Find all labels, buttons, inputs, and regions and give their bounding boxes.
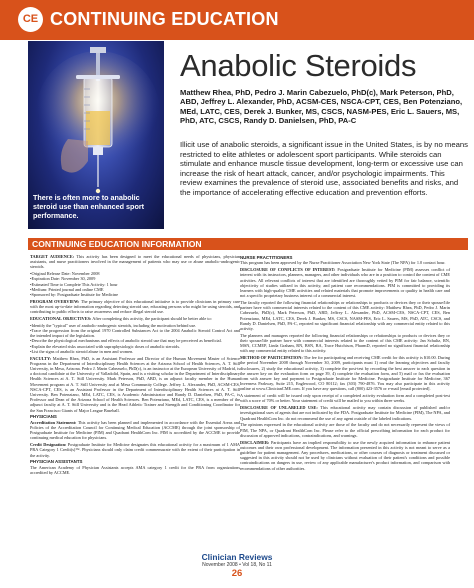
- activity-details-list: [30, 271, 240, 297]
- footer-publication: Clinician Reviews: [201, 552, 273, 562]
- conflicts-disclosure-text: Postgraduate Institute for Medicine (PIM) assesses conflict of interest with its instructors, planners, managers, and other individuals who are in a position to control the content of CME activities. All relevant conflicts of interest that are identified are thoroughly vetted by PIM for fair balance, scientific objectivity of studies utilized in this activity, and patient care recommendations. PIM is committed to providing its learners with high-quality CME activities and related materials that promote improvements or quality in health care and not a specific proprietary business interest of a commercial interest.: [240, 267, 450, 299]
- header-band: [0, 0, 474, 40]
- list-item: • Medium: Printed journal and online CME: [30, 287, 240, 292]
- target-audience-label: TARGET AUDIENCE:: [30, 254, 75, 259]
- unlabeled-use-text: This educational activity may contain discussion of published and/or investigational uses of agents that are not indicated by the FDA. Postgraduate Institute for Medicine (PIM), The NPA, and Quadrant HealthCom Inc. do not recommend the use of any agent outside of the labeled indications.: [240, 405, 450, 421]
- disclaimer: [240, 440, 450, 471]
- hero-caption: There is often more to anabolic steroid use than enhanced sport performance.: [33, 193, 145, 220]
- nurse-practitioners-text: This program has been approved by the Nurse Practitioner Association New York State (The NPA) for 1.0 contact hour.: [240, 260, 446, 266]
- ce-badge-icon: CE: [18, 7, 43, 32]
- conflicts-disclosure: [240, 267, 450, 298]
- unlabeled-use-label: DISCLOSURE OF UNLABELED USE:: [240, 405, 318, 411]
- program-overview-label: PROGRAM OVERVIEW:: [30, 298, 80, 304]
- planners-disclosure: The planners and managers reported the following financial relationships or relationships to products or devices they or their spouse/life partner have with commercial interests related to the content of this CME activity: Jan Schultz, RN, MSN, CCMEP, Linda Graham, RN, BSN, BA, Trace Hutchison, PharmD, reported no significant financial relationship with any commercial entity related to this activity.: [240, 332, 450, 354]
- nurse-practitioners-heading: NURSE PRACTITIONERS: [240, 255, 293, 260]
- educational-objectives-text: After completing this activity, the participant should be better able to:: [92, 316, 212, 322]
- credit-label: Credit Designation:: [30, 442, 67, 448]
- credit-text: Postgraduate Institute for Medicine designates this educational activity for a maximum of 1 AMA PRA Category 1 Credit(s)™. Physicians should only claim credit commensurate with the extent of their participation in the activity.: [30, 442, 240, 458]
- footer-issue: November 2008 • Vol 18, No 11: [202, 562, 272, 568]
- opinions-statement: The opinions expressed in the educational activity are those of the faculty and do not necessarily represent the views of PIM, The NPA, or Quadrant HealthCom Inc. Please refer to the official prescribing information for each product for discussion of approved indications, contraindications, and warnings.: [240, 422, 450, 438]
- list-item: • Original Release Date: November 2008: [30, 271, 240, 276]
- physician-assistants-text: The American Academy of Physician Assistants accepts AMA category 1 credit for the PRA from organizations accredited by ACCME.: [30, 464, 240, 475]
- list-item: • Trace the progression from the original 1970 Controlled Substances Act to the 2004 Anabolic Steroid Control Act and the intended impact of the legislation.: [30, 328, 240, 338]
- faculty-label: FACULTY:: [30, 355, 52, 361]
- section-band: [28, 238, 468, 250]
- accreditation-label: Accreditation Statement:: [30, 419, 77, 425]
- educational-objectives: [30, 316, 240, 321]
- unlabeled-use: [240, 405, 450, 421]
- program-overview: [30, 299, 240, 315]
- faculty-disclosure: The faculty reported the following financial relationships or relationships to products or devices they or their spouse/life partner have with commercial interests related to the content of this CME activity: Matthew Rhea, PhD, Pedro J. Marin Cabezuelo, PhD(c), Mark Peterson, PhD, ABD, Jeffrey L. Alexander, PhD, ACSM-CES, NSCA-CPT, CES, Ben Potenziano, MEd, LATC, CES, Derek J. Bunker, MS, CSCS, NASM-PES, Eric L. Sauers, MS, PhD, ATC, CSCS, and Randy D. Danielsen, PhD, PA-C, reported no significant financial relationship with any commercial entity related to this activity.: [240, 299, 450, 331]
- footer-page-number: 26: [231, 568, 243, 579]
- disclaimer-text: Participants have an implied responsibility to use the newly acquired information to enhance patient outcomes and their own professional development. The information presented in this activity is not meant to serve as a guideline for patient management. Any procedures, medications, or other courses of diagnosis or treatment discussed or suggested in this activity should not be used by clinicians without evaluation of their patient's conditions and possible contraindications on dangers in use, review of any applicable manufacturer's product information, and comparison with recommendations of other authorities.: [240, 439, 450, 471]
- method-label: METHOD OF PARTICIPATION:: [240, 355, 303, 361]
- target-audience-text: This activity has been designed to meet the educational needs of physicians, physician assistants, and nurse practitioners involved in the management of patients who may use or abuse anabolic-androgenic steroids.: [30, 254, 241, 270]
- list-item: • List the signs of anabolic steroid abuse in men and women.: [30, 349, 240, 354]
- target-audience: [30, 254, 240, 270]
- accreditation-text: This activity has been planned and implemented in accordance with the Essential Areas and Policies of the Accreditation Council for Continuing Medical Education (ACCME) through the joint sponsorship of Postgraduate Institute for Medicine (PIM) and Quadrant HealthCom Inc. PIM is accredited by the ACCME to provide continuing medical education for physicians.: [30, 419, 240, 441]
- accreditation-statement: [30, 420, 240, 441]
- list-item: • Estimated Time to Complete This Activity: 1 hour: [30, 282, 240, 287]
- list-item: • Identify the "typical" user of anabolic-androgenic steroids, including the motivation behind use.: [30, 323, 240, 328]
- article-intro: Illicit use of anabolic steroids, a significant issue in the United States, is by no means restricted to elite athletes or adolescent sport participants. While steroids can stimulate and enhance muscle tissue development, long-term or excessive use can increase the risk of heart attack, cancer, and/or psychologic impairments. This review examines the prevalence of steroid use, associated benefits and risks, and the importance of accelerating effective education and prevention efforts.: [180, 140, 469, 197]
- educational-objectives-label: EDUCATIONAL OBJECTIVES:: [30, 316, 92, 322]
- program-overview-text: The primary objective of this educational initiative is to provide clinicians in primary care with the most up-to-date information regarding detecting steroid use, educating persons who might be using steroids, and contributing to public efforts to raise awareness and reduce illegal steroid use.: [30, 298, 240, 315]
- right-column: [240, 254, 450, 472]
- list-item: • Sponsored by: Postgraduate Institute for Medicine: [30, 292, 240, 297]
- article-authors: Matthew Rhea, PhD, Pedro J. Marin Cabezuelo, PhD(c), Mark Peterson, PhD, ABD, Jeffrey L. Alexander, PhD, ACSM-CES, NSCA-CPT, CES, Ben Potenziano, MEd, LATC, CES, Derek J. Bunker, MS, CSCS, NASM-PES, Eric L. Sauers, MS, PhD, ATC, CSCS, Randy D. Danielsen, PhD, PA-C: [180, 88, 463, 126]
- conflicts-disclosure-label: DISCLOSURE OF CONFLICTS OF INTEREST:: [240, 267, 336, 273]
- faculty-text: Matthew Rhea, PhD, is an Assistant Professor and Director of the Human Movement Master of Science Programs in the Department of Interdisciplinary Health Sciences at the Arizona School of Health Sciences, A. T. Still University, in Mesa, Arizona. Pedro J. Marin Cabezuelo, PhD(c), is an instructor at the European University of Madrid, is a doctoral candidate at the University of Valladolid, Spain, and is a visiting scholar in the Department of Interdisciplinary Health Sciences at A. T. Still University. Mark Peterson, PhD, ABD, is an adjunct faculty member in the Human Movement program at A. T. Still University and at Mesa Community College. Jeffrey L. Alexander, PhD, ACSM-CES, NSCA-CPT, CES, is an Assistant Professor in the Department of Interdisciplinary Health Sciences at A. T. Still University. Ben Potenziano, MEd, LATC, CES, is Academic Administrator and Randy D. Danielsen, PhD, PA-C, is Professor and Dean of the Arizona School of Health Sciences. Ben Potenziano, MEd, LATC, CES, is a member of the adjunct faculty at A. T. Still University and is the Head Athletic Trainer and Strength and Conditioning Coordinator for the San Francisco Giants of Major League Baseball.: [30, 355, 240, 413]
- list-item: • Describe the physiological mechanisms and effects of anabolic steroid use that may be perceived as beneficial.: [30, 338, 240, 343]
- section-title: CONTINUING EDUCATION INFORMATION: [32, 239, 202, 249]
- objectives-list: [30, 323, 240, 354]
- left-column: [30, 254, 240, 477]
- disclaimer-label: DISCLAIMER:: [240, 439, 270, 445]
- list-item: • Explain the elevated risks associated with supraphysiologic doses of anabolic steroids.: [30, 344, 240, 349]
- credit-designation: [30, 442, 240, 458]
- faculty: [30, 356, 240, 413]
- physician-assistants-heading: PHYSICIAN ASSISTANTS: [30, 459, 83, 465]
- method-text: The fee for participating and receiving CME credit for this activity is $10.00. During the period November 2008 through November 30, 2009, participants must 1) read the learning objectives and faculty disclosures, 2) study the educational activity, 3) complete the post-test by recording the best answer to each question in the answer key on the evaluation form on page 39, 4) complete the evaluation form, and 5) mail or fax the evaluation form with answer key and payment to Postgraduate Institute for Medicine. Postgraduate Institute for Medicine, 367 Inverness Parkway, Suite 215, Englewood, CO 80112; fax (303) 790-4876. You may also participate in this activity online at www.ClinicianCME.com. If you have any questions, call (800) 423-3576 or e-mail [email protected].: [240, 355, 451, 392]
- certificate-statement: A statement of credit will be issued only upon receipt of a completed activity evaluation form and a completed post-test with a score of 70% or better. Your statement of credit will be mailed to you within three weeks.: [240, 393, 450, 404]
- method-of-participation: [240, 355, 450, 391]
- physicians-heading: PHYSICIANS: [30, 414, 57, 420]
- article-title: Anabolic Steroids: [180, 48, 417, 83]
- hero-image: [28, 41, 164, 229]
- list-item: • Expiration Date: November 30, 2009: [30, 276, 240, 281]
- header-title: CONTINUING EDUCATION: [50, 9, 279, 29]
